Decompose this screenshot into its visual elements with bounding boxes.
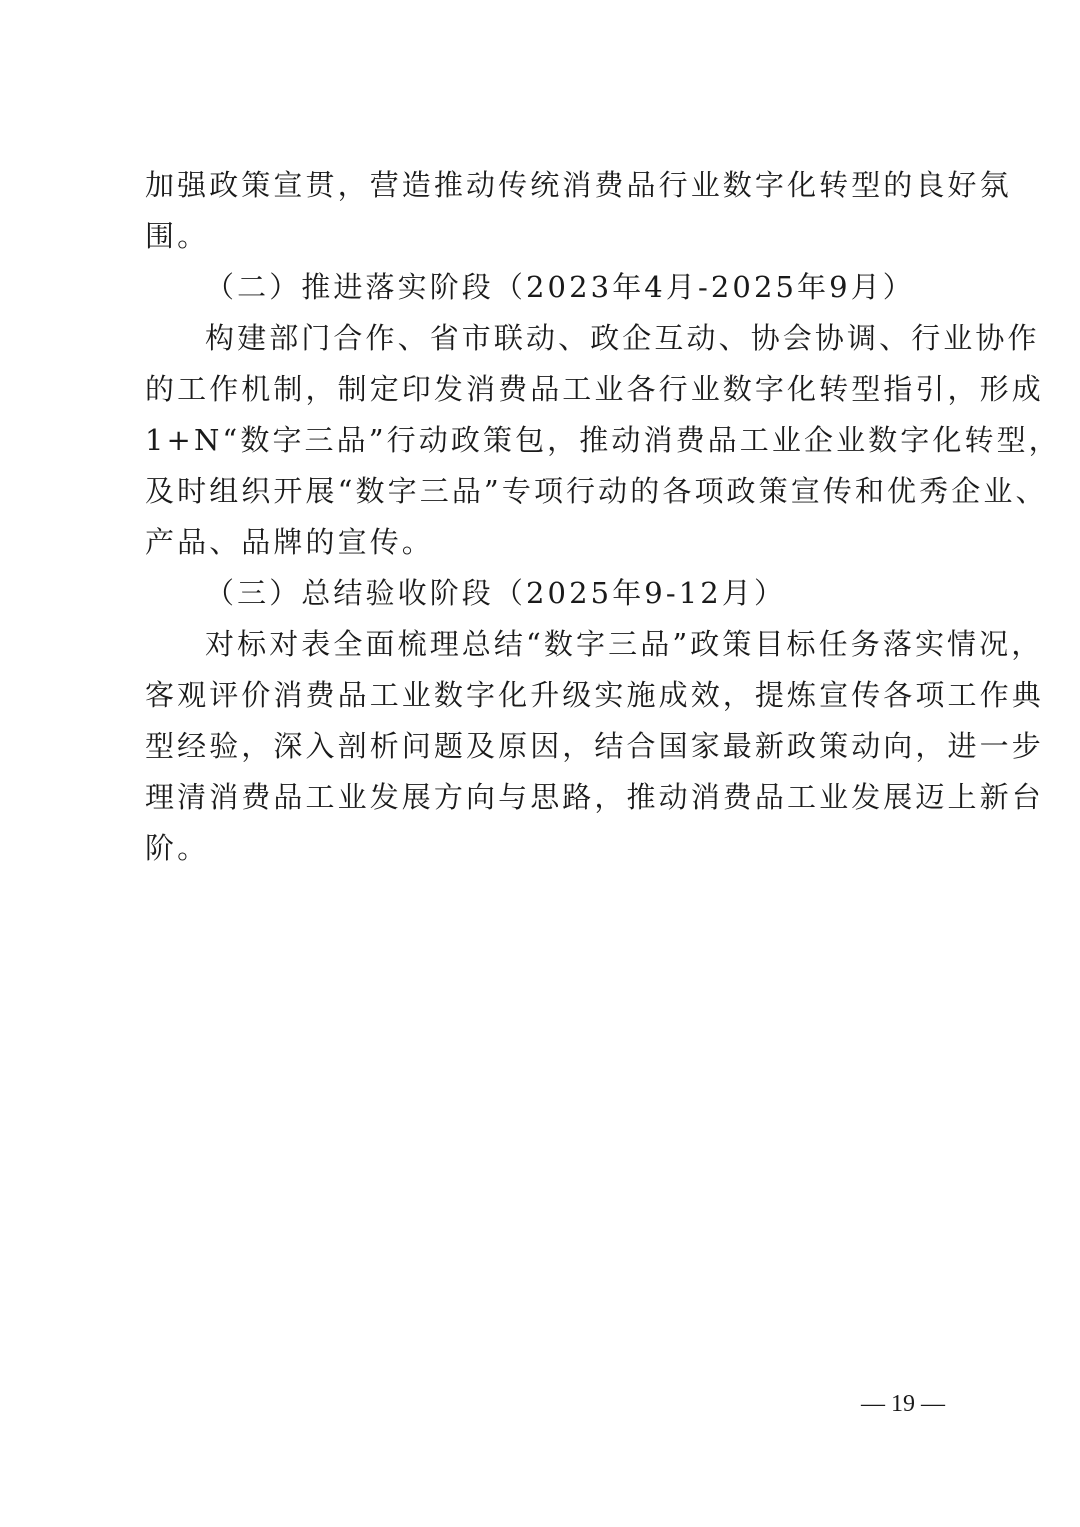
document-body [145,160,1061,874]
paragraph-3-line-3: 型经验，深入剖析问题及原因，结合国家最新政策动向，进一步 [145,729,1044,763]
section-heading-3: （三）总结验收阶段（2025年9-12月） [205,576,787,610]
paragraph-3-line-1: 对标对表全面梳理总结“数字三品”政策目标任务落实情况， [205,627,1044,661]
paragraph-3-line-2: 客观评价消费品工业数字化升级实施成效，提炼宣传各项工作典 [145,678,1044,712]
paragraph-1-line-1: 加强政策宣贯，营造推动传统消费品行业数字化转型的良好氛 [145,168,1012,202]
paragraph-2-line-2: 的工作机制，制定印发消费品工业各行业数字化转型指引，形成 [145,372,1044,406]
paragraph-2-line-5: 产品、品牌的宣传。 [145,525,434,559]
paragraph-3-line-5: 阶。 [145,831,210,865]
page-number: — 19 — [861,1391,945,1417]
paragraph-1-line-2: 围。 [145,219,210,253]
section-heading-2: （二）推进落实阶段（2023年4月-2025年9月） [205,270,915,304]
paragraph-2-line-4: 及时组织开展“数字三品”专项行动的各项政策宣传和优秀企业、 [145,474,1048,508]
paragraph-2-line-1: 构建部门合作、省市联动、政企互动、协会协调、行业协作 [205,321,1040,355]
paragraph-2-line-3: 1+N“数字三品”行动政策包，推动消费品工业企业数字化转型， [145,423,1061,457]
paragraph-3-line-4: 理清消费品工业发展方向与思路，推动消费品工业发展迈上新台 [145,780,1044,814]
